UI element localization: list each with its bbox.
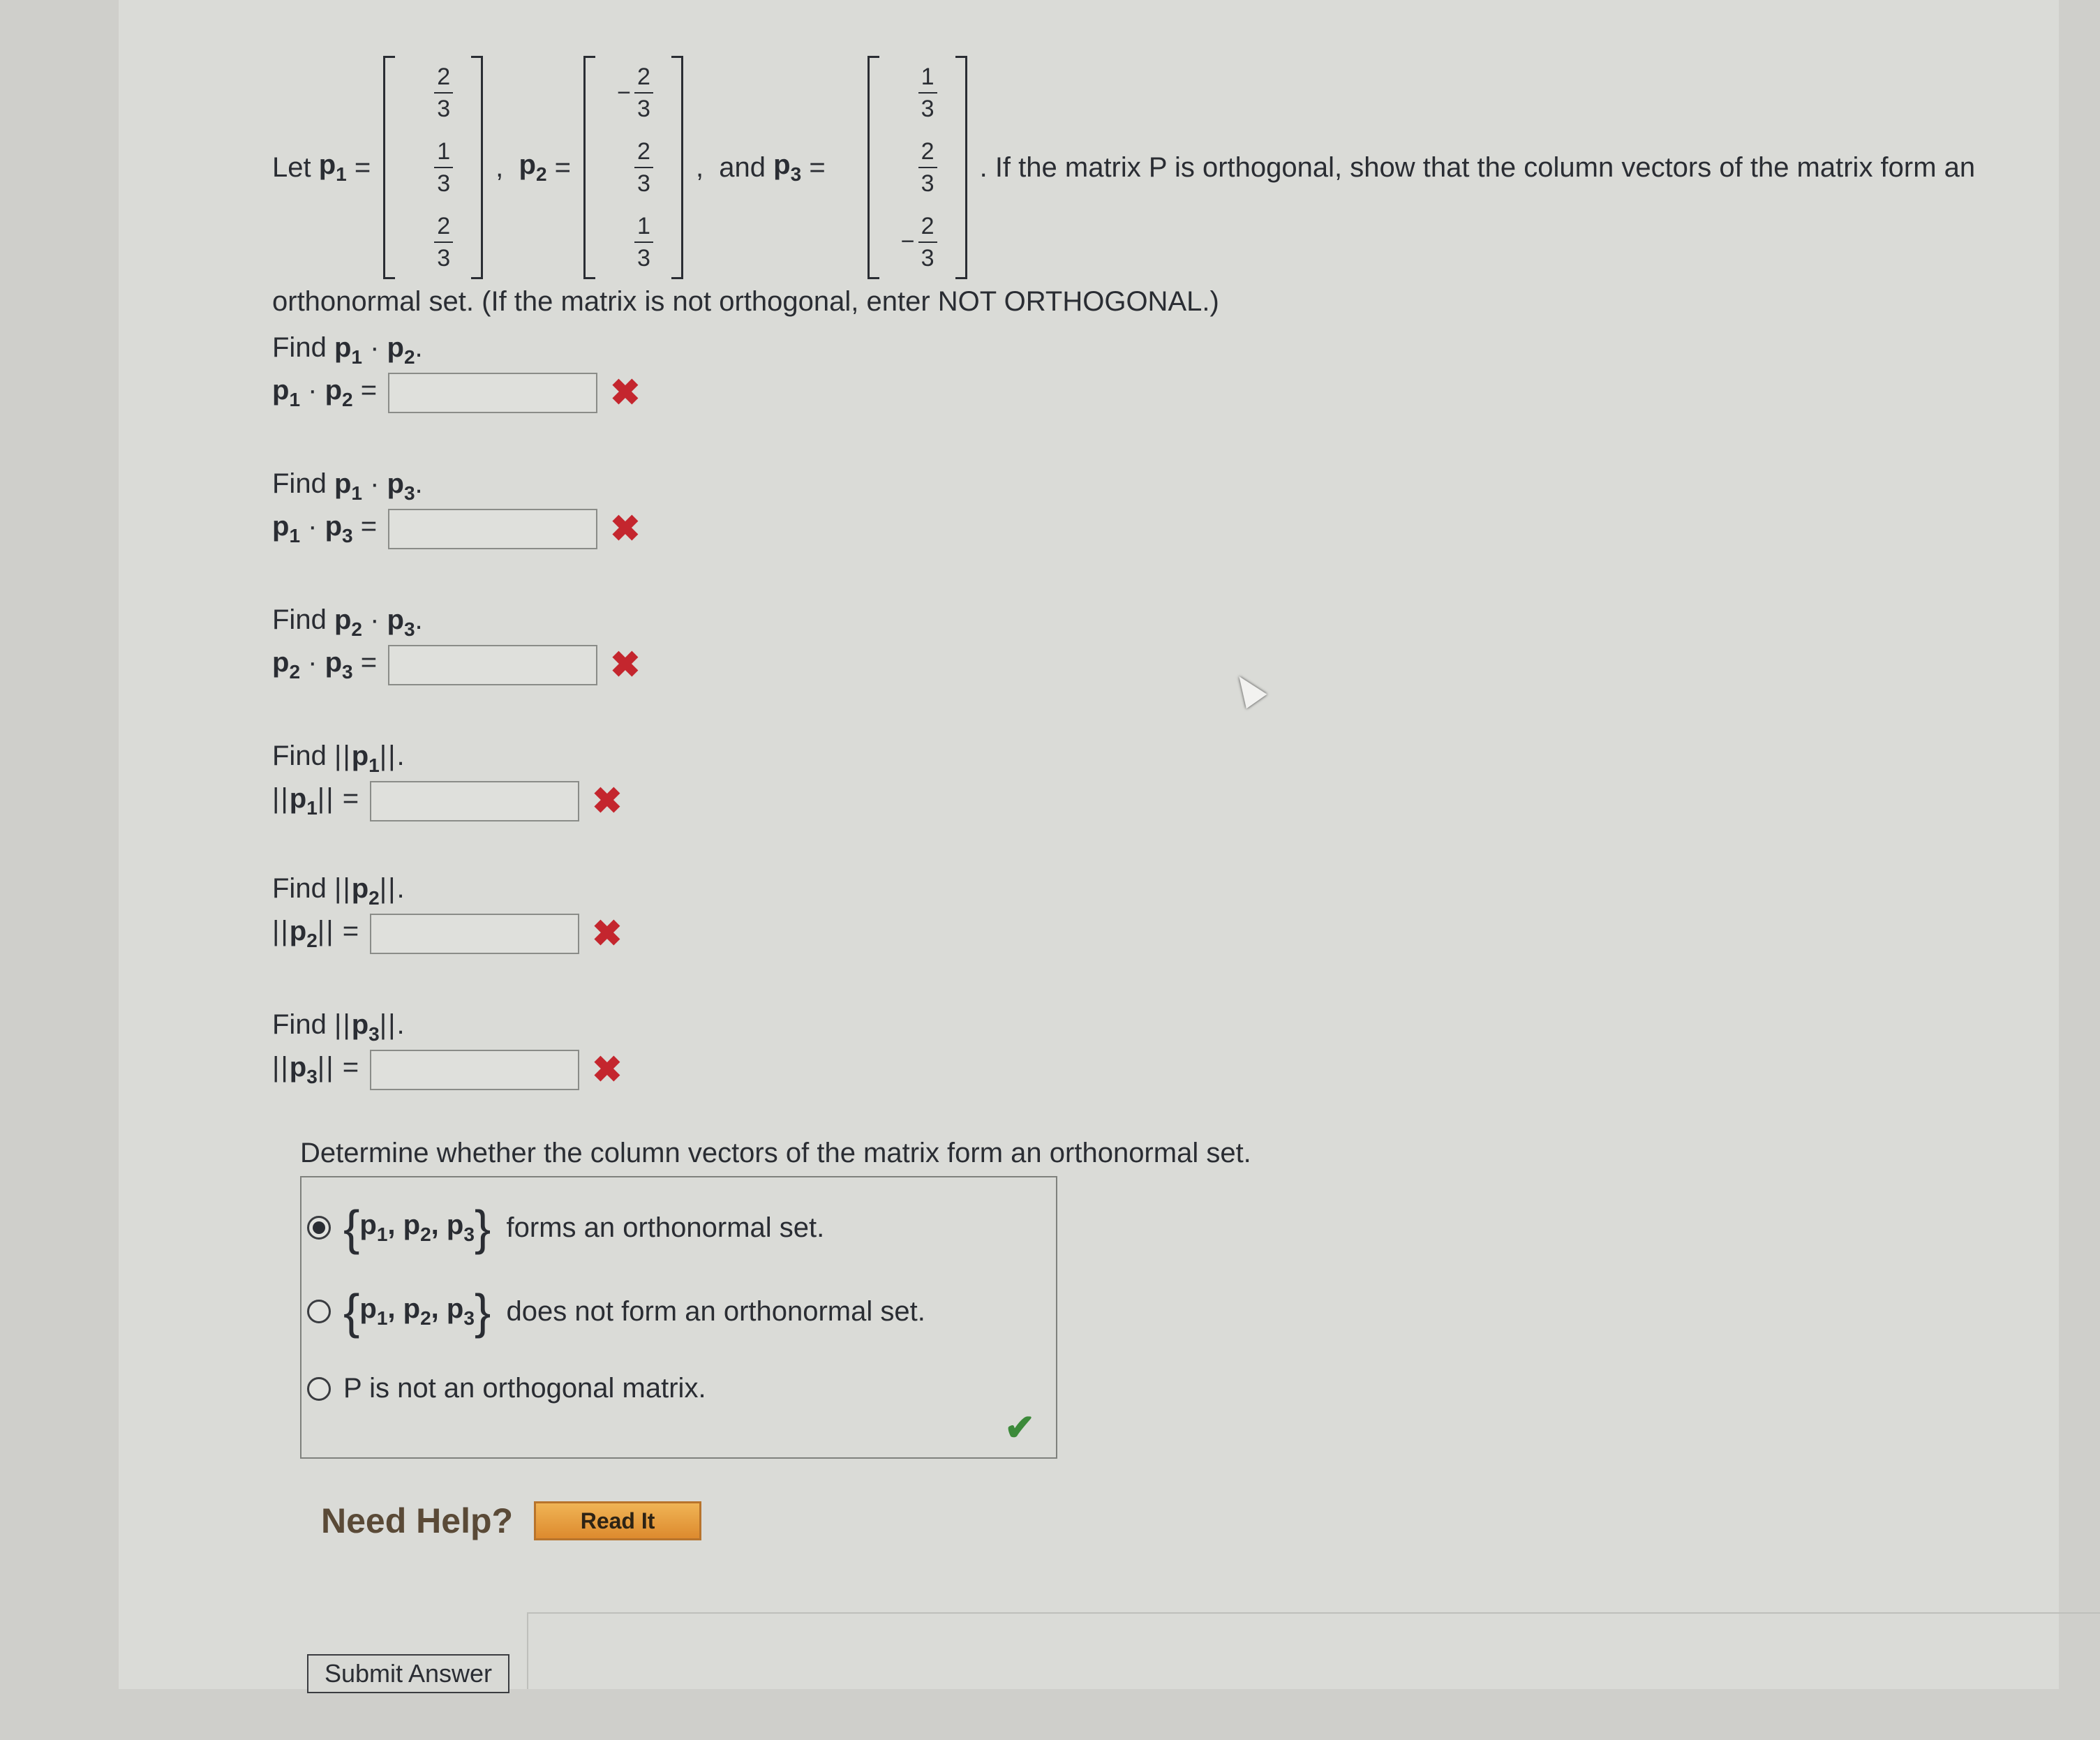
wrong-x-icon: ✖ <box>592 1050 623 1090</box>
fraction <box>918 136 937 199</box>
brace-open: { <box>343 1200 360 1255</box>
find-label: Find <box>272 741 327 771</box>
answer-label: $p_2 \cdot p_3$ = <box>272 647 378 683</box>
problem-statement <box>272 42 2100 317</box>
fraction <box>434 211 453 274</box>
vector-entry <box>413 211 453 274</box>
bracket-left <box>583 56 595 279</box>
divider <box>527 1612 528 1689</box>
p2-entries <box>595 56 671 279</box>
numerator: 2 <box>918 136 937 168</box>
answer-label: $||p_2||$ = <box>272 916 359 951</box>
numerator: 1 <box>434 136 453 168</box>
question-prompt: Find $||p_3||$. <box>272 1009 405 1045</box>
equals: = <box>809 151 826 183</box>
p1-entries <box>395 56 471 279</box>
bracket-right <box>471 56 483 279</box>
question-prompt: Find $||p_1||$. <box>272 741 405 776</box>
read-it-button[interactable]: Read It <box>534 1501 701 1540</box>
p1-symbol: $p_1$ <box>318 149 347 185</box>
question-block <box>272 464 641 552</box>
denominator: 3 <box>921 244 934 272</box>
choice-text: does not form an orthonormal set. <box>506 1295 925 1327</box>
answer-input[interactable] <box>370 914 579 954</box>
wrong-x-icon: ✖ <box>592 914 623 954</box>
bracket-left <box>383 56 395 279</box>
determine-title: Determine whether the column vectors of the matrix form an orthonormal set. <box>300 1138 1251 1168</box>
bracket-left <box>867 56 879 279</box>
find-label: Find <box>272 468 327 499</box>
answer-label: $p_1 \cdot p_3$ = <box>272 511 378 546</box>
vector-entry <box>413 61 453 124</box>
bracket-right <box>671 56 683 279</box>
choice-text: P is not an orthogonal matrix. <box>343 1373 706 1404</box>
denominator: 3 <box>437 244 451 272</box>
question-prompt: Find $||p_2||$. <box>272 873 405 909</box>
fraction <box>918 61 937 124</box>
find-label: Find <box>272 873 327 904</box>
wrong-x-icon: ✖ <box>610 373 641 413</box>
answer-input[interactable] <box>370 781 579 821</box>
correct-check-icon: ✔ <box>1004 1408 1035 1448</box>
answer-row <box>272 506 641 552</box>
fraction <box>434 136 453 199</box>
radio-unselected[interactable] <box>307 1377 331 1401</box>
question-block <box>272 736 623 824</box>
vector-entry <box>898 61 937 124</box>
vector-entry <box>613 211 653 274</box>
choice-not-orthogonal[interactable] <box>307 1373 706 1404</box>
entry-sign: − <box>900 228 915 255</box>
page-panel <box>119 0 2059 1689</box>
numerator: 2 <box>634 136 653 168</box>
fraction <box>634 136 653 199</box>
denominator: 3 <box>437 96 451 123</box>
radio-selected[interactable] <box>307 1216 331 1240</box>
statement-row <box>272 42 1975 293</box>
denominator: 3 <box>437 170 451 197</box>
find-label: Find <box>272 332 327 363</box>
submit-answer-button[interactable]: Submit Answer <box>307 1654 509 1693</box>
p3-vector <box>867 56 967 279</box>
answer-row <box>272 642 641 688</box>
entry-sign: − <box>617 79 631 106</box>
answer-label: $||p_3||$ = <box>272 1052 359 1087</box>
set-p2: $p_1$, $p_2$, $p_3$ <box>359 1293 475 1329</box>
statement-line2: orthonormal set. (If the matrix is not orthogonal, enter NOT ORTHOGONAL.) <box>272 286 1219 317</box>
answer-label: $||p_1||$ = <box>272 783 359 819</box>
numerator: 1 <box>918 61 937 94</box>
denominator: 3 <box>637 96 650 123</box>
vector-entry <box>898 136 937 199</box>
set-p1: $p_1$, $p_2$, $p_3$ <box>359 1210 475 1245</box>
choice-not-orthonormal[interactable] <box>307 1284 925 1339</box>
bracket-right <box>955 56 967 279</box>
denominator: 3 <box>637 170 650 197</box>
answer-row <box>272 370 641 416</box>
answer-row <box>272 778 623 824</box>
need-help-label: Need Help? <box>321 1501 514 1540</box>
let-label: Let <box>272 151 311 183</box>
p2-symbol: $p_2$ <box>519 149 547 185</box>
equals: = <box>354 151 371 183</box>
brace-open: { <box>343 1284 360 1339</box>
denominator: 3 <box>921 96 934 123</box>
answer-input[interactable] <box>388 645 597 685</box>
and-label: and <box>719 151 766 183</box>
numerator: 2 <box>434 211 453 243</box>
answer-input[interactable] <box>370 1050 579 1090</box>
fraction <box>918 211 937 274</box>
vector-entry <box>413 136 453 199</box>
denominator: 3 <box>921 170 934 197</box>
brace-close: } <box>474 1200 491 1255</box>
choice-box <box>300 1176 1057 1459</box>
question-block <box>272 1005 623 1093</box>
find-label: Find <box>272 1009 327 1040</box>
numerator: 2 <box>918 211 937 243</box>
mouse-cursor-icon <box>1229 669 1267 709</box>
statement-tail: . If the matrix P is orthogonal, show that the column vectors of the matrix form an <box>979 151 1976 183</box>
vector-entry <box>613 61 653 124</box>
divider <box>527 1612 2100 1614</box>
denominator: 3 <box>637 244 650 272</box>
numerator: 2 <box>434 61 453 94</box>
numerator: 2 <box>634 61 653 94</box>
comma: , <box>496 151 504 183</box>
fraction <box>634 211 653 274</box>
radio-unselected[interactable] <box>307 1300 331 1323</box>
need-help <box>321 1501 701 1541</box>
choice-forms-orthonormal[interactable] <box>307 1200 825 1255</box>
question-block <box>272 600 641 688</box>
answer-input[interactable] <box>388 373 597 413</box>
question-block <box>272 869 623 957</box>
submit-area <box>272 1612 2080 1703</box>
find-label: Find <box>272 604 327 635</box>
comma: , <box>695 151 704 183</box>
wrong-x-icon: ✖ <box>610 509 641 549</box>
wrong-x-icon: ✖ <box>610 645 641 685</box>
fraction <box>434 61 453 124</box>
question-prompt: Find $p_1 \cdot p_2$. <box>272 332 423 368</box>
question-prompt: Find $p_1 \cdot p_3$. <box>272 468 423 504</box>
p3-entries <box>879 56 955 279</box>
question-prompt: Find $p_2 \cdot p_3$. <box>272 604 423 640</box>
answer-row <box>272 1047 623 1093</box>
fraction <box>634 61 653 124</box>
brace-close: } <box>474 1284 491 1339</box>
p3-symbol: $p_3$ <box>773 149 802 185</box>
wrong-x-icon: ✖ <box>592 781 623 821</box>
p2-vector <box>583 56 683 279</box>
numerator: 1 <box>634 211 653 243</box>
answer-row <box>272 911 623 957</box>
answer-label: $p_1 \cdot p_2$ = <box>272 375 378 410</box>
vector-entry <box>613 136 653 199</box>
vector-entry <box>898 211 937 274</box>
equals: = <box>554 151 572 183</box>
question-block <box>272 328 641 416</box>
answer-input[interactable] <box>388 509 597 549</box>
choice-text: forms an orthonormal set. <box>506 1212 825 1243</box>
p1-vector <box>383 56 483 279</box>
